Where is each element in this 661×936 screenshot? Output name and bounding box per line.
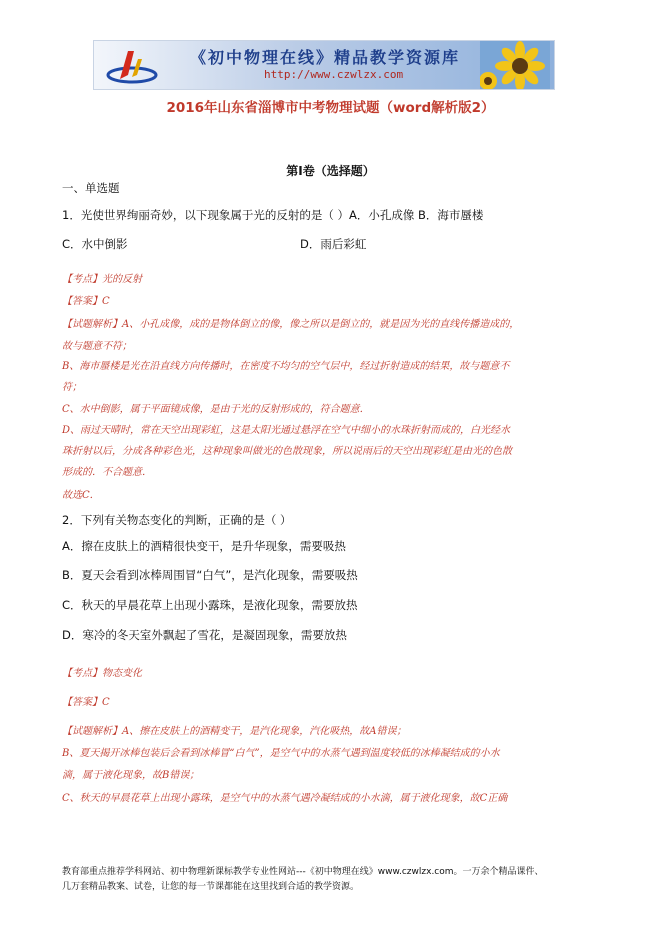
q2-option-c: C．秋天的早晨花草上出现小露珠，是液化现象，需要放热 <box>62 598 358 612</box>
document-title: 2016年山东省淄博市中考物理试题（word解析版2） <box>166 100 495 116</box>
q2-option-d: D．寒冷的冬天室外飘起了雪花，是凝固现象，需要放热 <box>62 628 347 642</box>
banner-title: 《初中物理在线》精品教学资源库 <box>190 48 461 67</box>
q2-analysis-line: B、夏天揭开冰棒包装后会看到冰棒冒“白气”，是空气中的水蒸气遇到温度较低的冰棒凝结成的小水 <box>62 748 500 759</box>
q1-analysis-line: D、雨过天晴时，常在天空出现彩虹，这是太阳光通过悬浮在空气中细小的水珠折射而成的，白光经水 <box>62 425 511 436</box>
q2-option-b: B．夏天会看到冰棒周围冒“白气”，是汽化现象，需要吸热 <box>62 568 358 582</box>
footer-line: 几万套精品教案、试卷，让您的每一节课都能在这里找到合适的教学资源。 <box>62 882 360 892</box>
q2-option-a: A．擦在皮肤上的酒精很快变干，是升华现象，需要吸热 <box>62 539 346 553</box>
q1-analysis-line: C、水中倒影，属于平面镜成像，是由于光的反射形成的，符合题意． <box>62 404 370 415</box>
q1-answer: 【答案】C <box>62 296 110 307</box>
q1-analysis-line: 形成的．不合题意． <box>62 467 152 478</box>
volume-title: 第I卷（选择题） <box>286 164 375 178</box>
q2-stem: 2．下列有关物态变化的判断，正确的是（ ） <box>62 513 292 527</box>
q2-kaodian: 【考点】物态变化 <box>62 668 142 679</box>
page-footer <box>62 865 622 895</box>
q2-analysis-line: 【试题解析】A、擦在皮肤上的酒精变干，是汽化现象，汽化吸热，故A错误； <box>62 726 407 737</box>
q1-analysis-line: 符； <box>62 382 82 393</box>
q1-analysis-line: 故选C． <box>62 490 100 501</box>
site-logo <box>102 45 158 85</box>
q2-answer: 【答案】C <box>62 697 110 708</box>
sunflower-image <box>480 41 550 89</box>
q1-analysis-line: 珠折射以后，分成各种彩色光，这种现象叫做光的色散现象，所以说雨后的天空出现彩虹是由光的色散 <box>62 446 512 457</box>
footer-line: 教育部重点推荐学科网站、初中物理新课标教学专业性网站---《初中物理在线》www.czwlzx.com。一万余个精品课件、 <box>62 867 544 877</box>
q1-analysis-line: B、海市蜃楼是光在沿直线方向传播时，在密度不均匀的空气层中，经过折射造成的结果，故与题意不 <box>62 361 510 372</box>
banner-url[interactable]: http://www.czwlzx.com <box>264 68 404 81</box>
q1-option-c: C．水中倒影 <box>62 237 128 251</box>
q1-analysis-line: 故与题意不符； <box>62 341 132 352</box>
q1-stem: 1．光使世界绚丽奇妙，以下现象属于光的反射的是（ ）A．小孔成像 B．海市蜃楼 <box>62 208 484 222</box>
q1-kaodian: 【考点】光的反射 <box>62 274 142 285</box>
q2-analysis-line: C、秋天的早晨花草上出现小露珠，是空气中的水蒸气遇冷凝结成的小水滴，属于液化现象，故C正确 <box>62 793 508 804</box>
header-banner <box>93 40 555 90</box>
q1-analysis-line: 【试题解析】A、小孔成像，成的是物体倒立的像，像之所以是倒立的，就是因为光的直线传播造成的， <box>62 319 520 330</box>
q1-option-d: D．雨后彩虹 <box>300 237 367 251</box>
section-heading: 一、单选题 <box>62 181 120 195</box>
q2-analysis-line: 滴，属于液化现象，故B错误； <box>62 770 200 781</box>
